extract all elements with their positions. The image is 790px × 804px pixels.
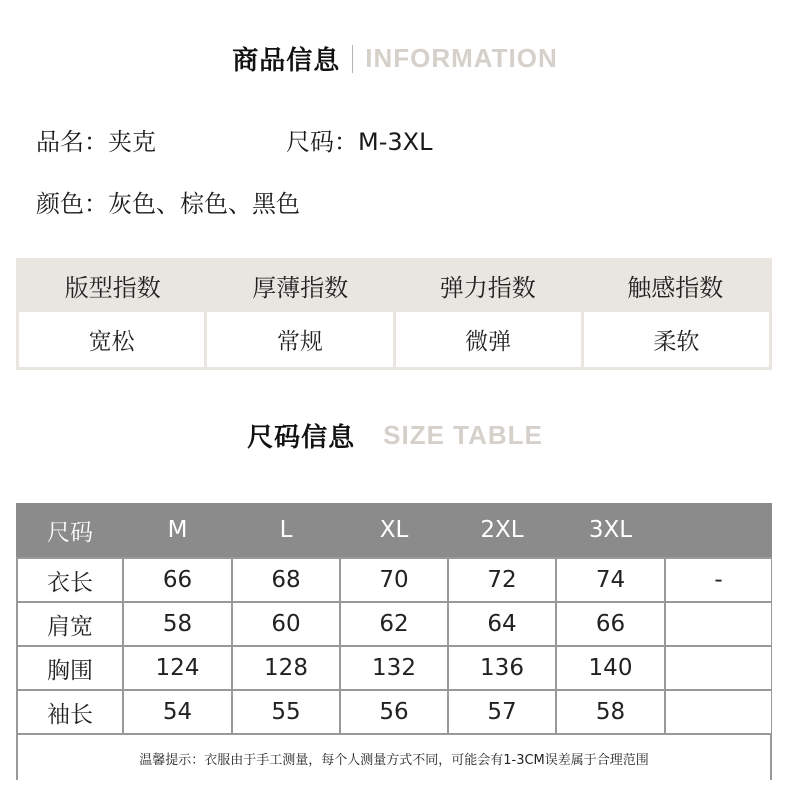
index-header-cell: 厚薄指数 <box>252 273 349 302</box>
product-colors: 颜色：灰色、棕色、黑色 <box>36 190 300 218</box>
information-title-en: INFORMATION <box>365 43 558 73</box>
size-header-cell: 3XL <box>588 517 633 543</box>
size-header-cell: XL <box>379 517 409 543</box>
size-header-cell: L <box>279 517 293 543</box>
table-cell: 68 <box>233 559 339 601</box>
table-cell: 140 <box>557 647 664 689</box>
row-label: 胸围 <box>18 647 122 689</box>
table-cell: 58 <box>124 603 231 645</box>
size-table <box>16 503 772 780</box>
size-header-cell: 2XL <box>480 517 524 543</box>
table-cell <box>666 647 771 689</box>
size-title-cn: 尺码信息 <box>247 423 356 453</box>
size-table-header <box>16 503 772 557</box>
table-cell: 56 <box>341 691 447 733</box>
index-table-header <box>19 258 769 312</box>
title-divider <box>352 45 353 73</box>
row-label: 袖长 <box>18 691 122 733</box>
table-row <box>16 603 772 645</box>
table-cell: 124 <box>124 647 231 689</box>
row-label: 衣长 <box>18 559 122 601</box>
table-row <box>16 559 772 601</box>
table-cell: 136 <box>449 647 555 689</box>
product-name: 品名：夹克 <box>36 128 156 156</box>
size-title-en: SIZE TABLE <box>383 420 543 450</box>
fit-index-table <box>16 258 772 370</box>
row-label: 肩宽 <box>18 603 122 645</box>
table-row <box>16 647 772 689</box>
size-header-cell: M <box>167 517 188 543</box>
information-section-title <box>0 40 790 77</box>
size-section-title <box>0 417 790 454</box>
table-cell: 66 <box>124 559 231 601</box>
index-value-cell: 常规 <box>207 312 392 367</box>
table-cell: 72 <box>449 559 555 601</box>
index-header-cell: 版型指数 <box>64 273 161 302</box>
table-cell: 66 <box>557 603 664 645</box>
index-value-cell: 柔软 <box>584 312 769 367</box>
product-size-range: 尺码：M-3XL <box>286 128 433 156</box>
table-cell: 54 <box>124 691 231 733</box>
table-cell: 62 <box>341 603 447 645</box>
table-cell: 64 <box>449 603 555 645</box>
index-header-cell: 弹力指数 <box>439 273 536 302</box>
index-value-cell: 微弹 <box>396 312 581 367</box>
table-cell: 132 <box>341 647 447 689</box>
size-header-cell <box>666 503 771 557</box>
table-cell: - <box>666 559 771 601</box>
table-cell <box>666 691 771 733</box>
table-cell: 57 <box>449 691 555 733</box>
index-header-cell: 触感指数 <box>627 273 724 302</box>
table-cell <box>666 603 771 645</box>
information-title-cn: 商品信息 <box>232 46 341 76</box>
table-cell: 55 <box>233 691 339 733</box>
measurement-note: 温馨提示：衣服由于手工测量，每个人测量方式不同，可能会有1-3CM误差属于合理范围 <box>18 735 770 782</box>
table-cell: 60 <box>233 603 339 645</box>
size-header-cell: 尺码 <box>47 519 93 546</box>
table-row <box>16 691 772 733</box>
index-table-values <box>19 312 769 367</box>
table-cell: 74 <box>557 559 664 601</box>
table-cell: 58 <box>557 691 664 733</box>
index-value-cell: 宽松 <box>19 312 204 367</box>
table-cell: 70 <box>341 559 447 601</box>
table-cell: 128 <box>233 647 339 689</box>
